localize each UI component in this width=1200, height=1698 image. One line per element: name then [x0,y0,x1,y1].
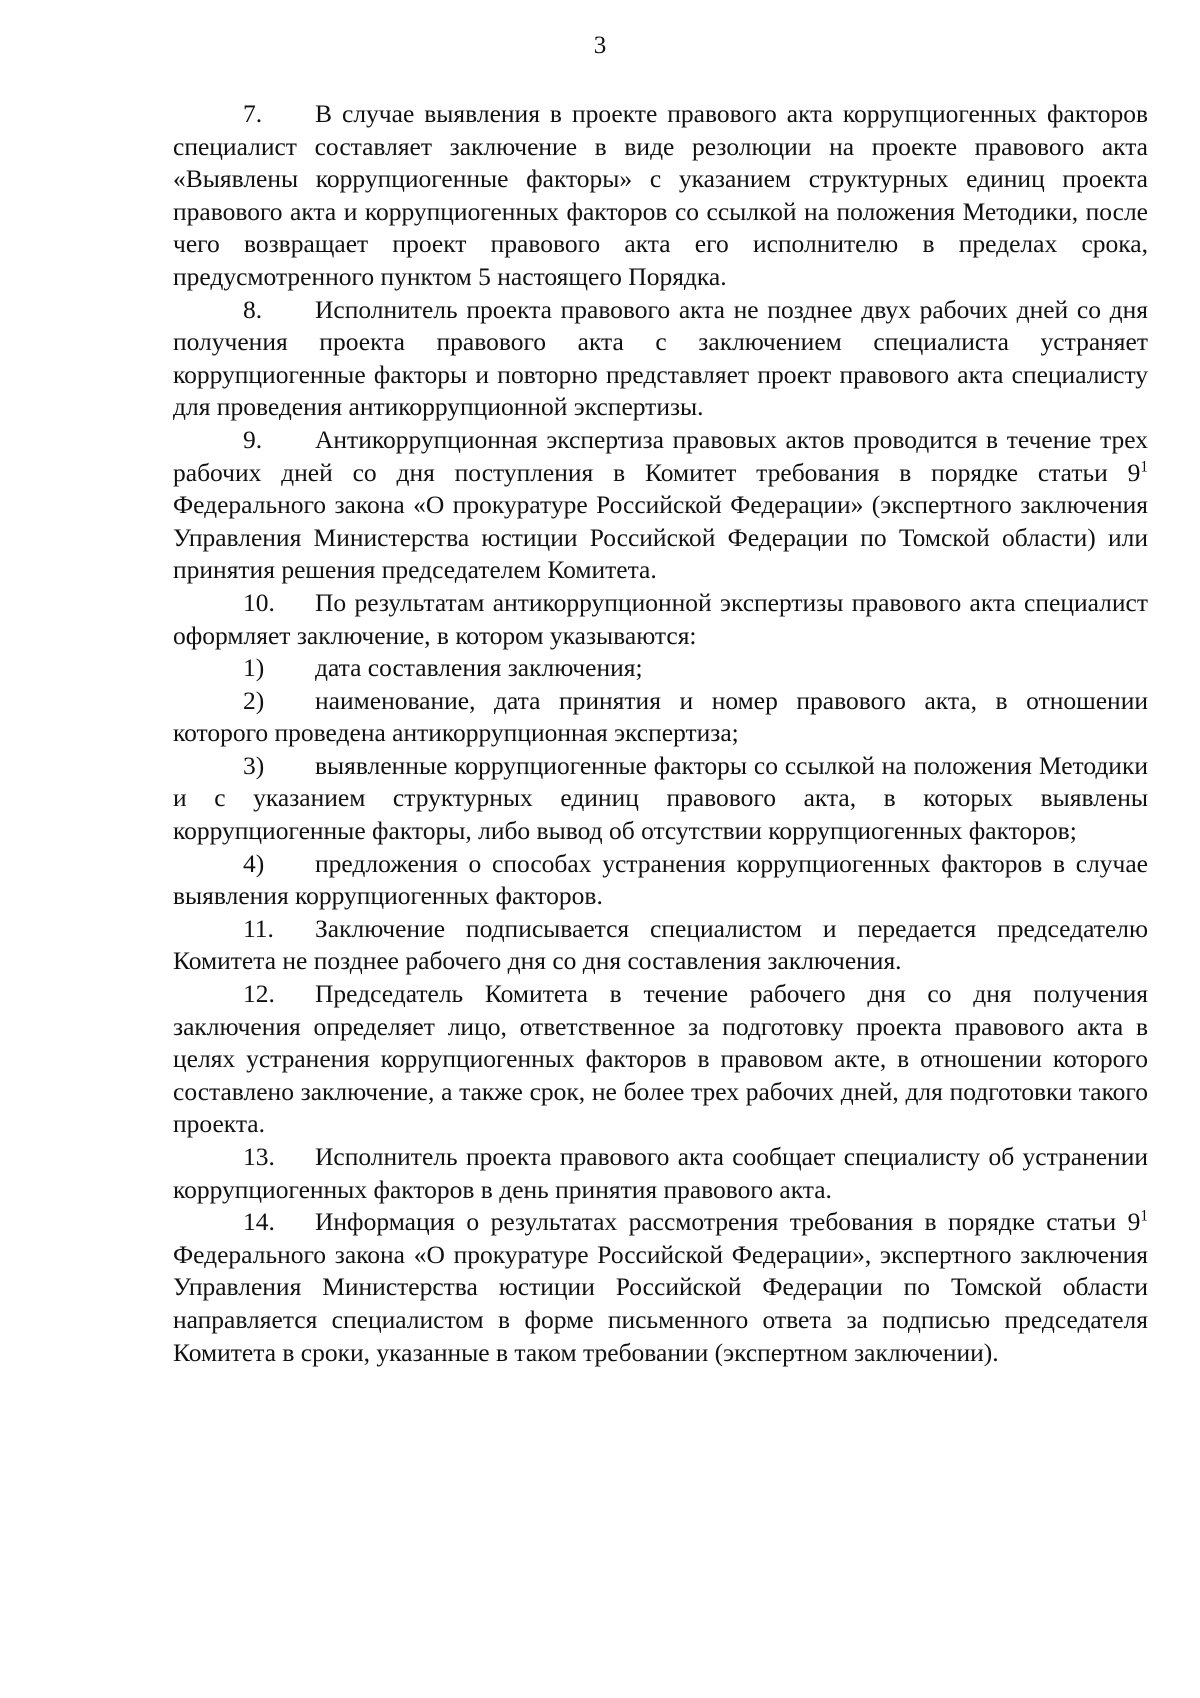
list-item-text: выявленные коррупциогенные факторы со ссылкой на положения Методики и с указанием структурных единиц правового акта, в которых выявлены коррупциогенные факторы, либо вывод об отсутствии коррупциогенных факторов; [173,750,1148,846]
paragraph-number: 14. [243,1207,275,1237]
superscript: 1 [1140,458,1148,476]
paragraph-text: В случае выявления в проекте правового акта коррупциогенных факторов специалист составляет заключение в виде резолюции на проекте правового акта «Выявлены коррупциогенные факторы» с указанием структурных единиц проекта правового акта и коррупциогенных факторов со ссылкой на положения Методики, после чего возвращает проект правового акта его исполнителю в пределах срока, предусмотренного пунктом 5 настоящего Порядка. [173,99,1148,291]
paragraph-7 [173,98,1148,294]
paragraph-number: 11. [243,913,274,943]
paragraph-text-after: Федерального закона «О прокуратуре Российской Федерации», экспертного заключения Управления Министерства юстиции Российской Федерации по Томской области направляется специалистом в форме письменного ответа за подписью председателя Комитета в сроки, указанные в таком требовании (экспертном заключении). [173,1239,1148,1367]
paragraph-14 [173,1206,1148,1369]
paragraph-number: 7. [243,99,263,128]
list-item-text: предложения о способах устранения коррупциогенных факторов в случае выявления коррупциогенных факторов. [173,848,1148,911]
paragraph-text: Исполнитель проекта правового акта сообщает специалисту об устранении коррупциогенных факторов в день принятия правового акта. [173,1142,1148,1204]
paragraph-12 [173,978,1148,1141]
paragraph-text: По результатам антикоррупционной экспертизы правового акта специалист оформляет заключение, в котором указываются: [173,587,1148,650]
paragraph-text: Исполнитель проекта правового акта не позднее двух рабочих дней со дня получения проекта правового акта с заключением специалиста устраняет коррупциогенные факторы и повторно представляет проект правового акта специалисту для проведения антикоррупционной экспертизы. [173,294,1148,422]
paragraph-text: Заключение подписывается специалистом и передается председателю Комитета не позднее рабочего дня со дня составления заключения. [173,913,1148,976]
list-item-2 [173,685,1148,750]
paragraph-number: 10. [243,587,275,617]
paragraph-8 [173,294,1148,424]
paragraph-10 [173,587,1148,652]
list-item-1 [173,652,1148,685]
paragraph-number: 12. [243,979,275,1009]
list-item-4 [173,848,1148,913]
paragraph-text: Председатель Комитета в течение рабочего дня со дня получения заключения определяет лицо, ответственное за подготовку проекта правового акта в целях устранения коррупциогенных факторов в правовом акте, в отношении которого составлено заключение, а также срок, не более трех рабочих дней, для подготовки такого проекта. [173,979,1148,1139]
list-item-number: 4) [243,848,265,878]
paragraph-11 [173,913,1148,978]
superscript: 1 [1140,1207,1148,1225]
list-item-number: 2) [243,685,265,715]
list-item-number: 3) [243,750,265,780]
paragraph-9 [173,424,1148,587]
paragraph-number: 13. [243,1142,275,1171]
page-number: 3 [593,32,607,59]
paragraph-text-before: Информация о результатах рассмотрения требования в порядке статьи 9 [315,1207,1141,1237]
paragraph-number: 8. [243,294,263,324]
paragraph-text-before: Антикоррупционная экспертиза правовых актов проводится в течение трех рабочих дней со дня поступления в Комитет требования в порядке статьи 9 [173,424,1148,487]
list-item-text: дата составления заключения; [315,653,643,683]
list-item-3 [173,750,1148,848]
paragraph-text-after: Федерального закона «О прокуратуре Российской Федерации» (экспертного заключения Управления Министерства юстиции Российской Федерации по Томской области) или принятия решения председателем Комитета. [173,490,1148,585]
paragraph-13 [173,1141,1148,1206]
list-item-number: 1) [243,653,265,683]
document-body [173,98,1148,1369]
paragraph-number: 9. [243,424,263,454]
list-item-text: наименование, дата принятия и номер правового акта, в отношении которого проведена антикоррупционная экспертиза; [173,685,1148,748]
